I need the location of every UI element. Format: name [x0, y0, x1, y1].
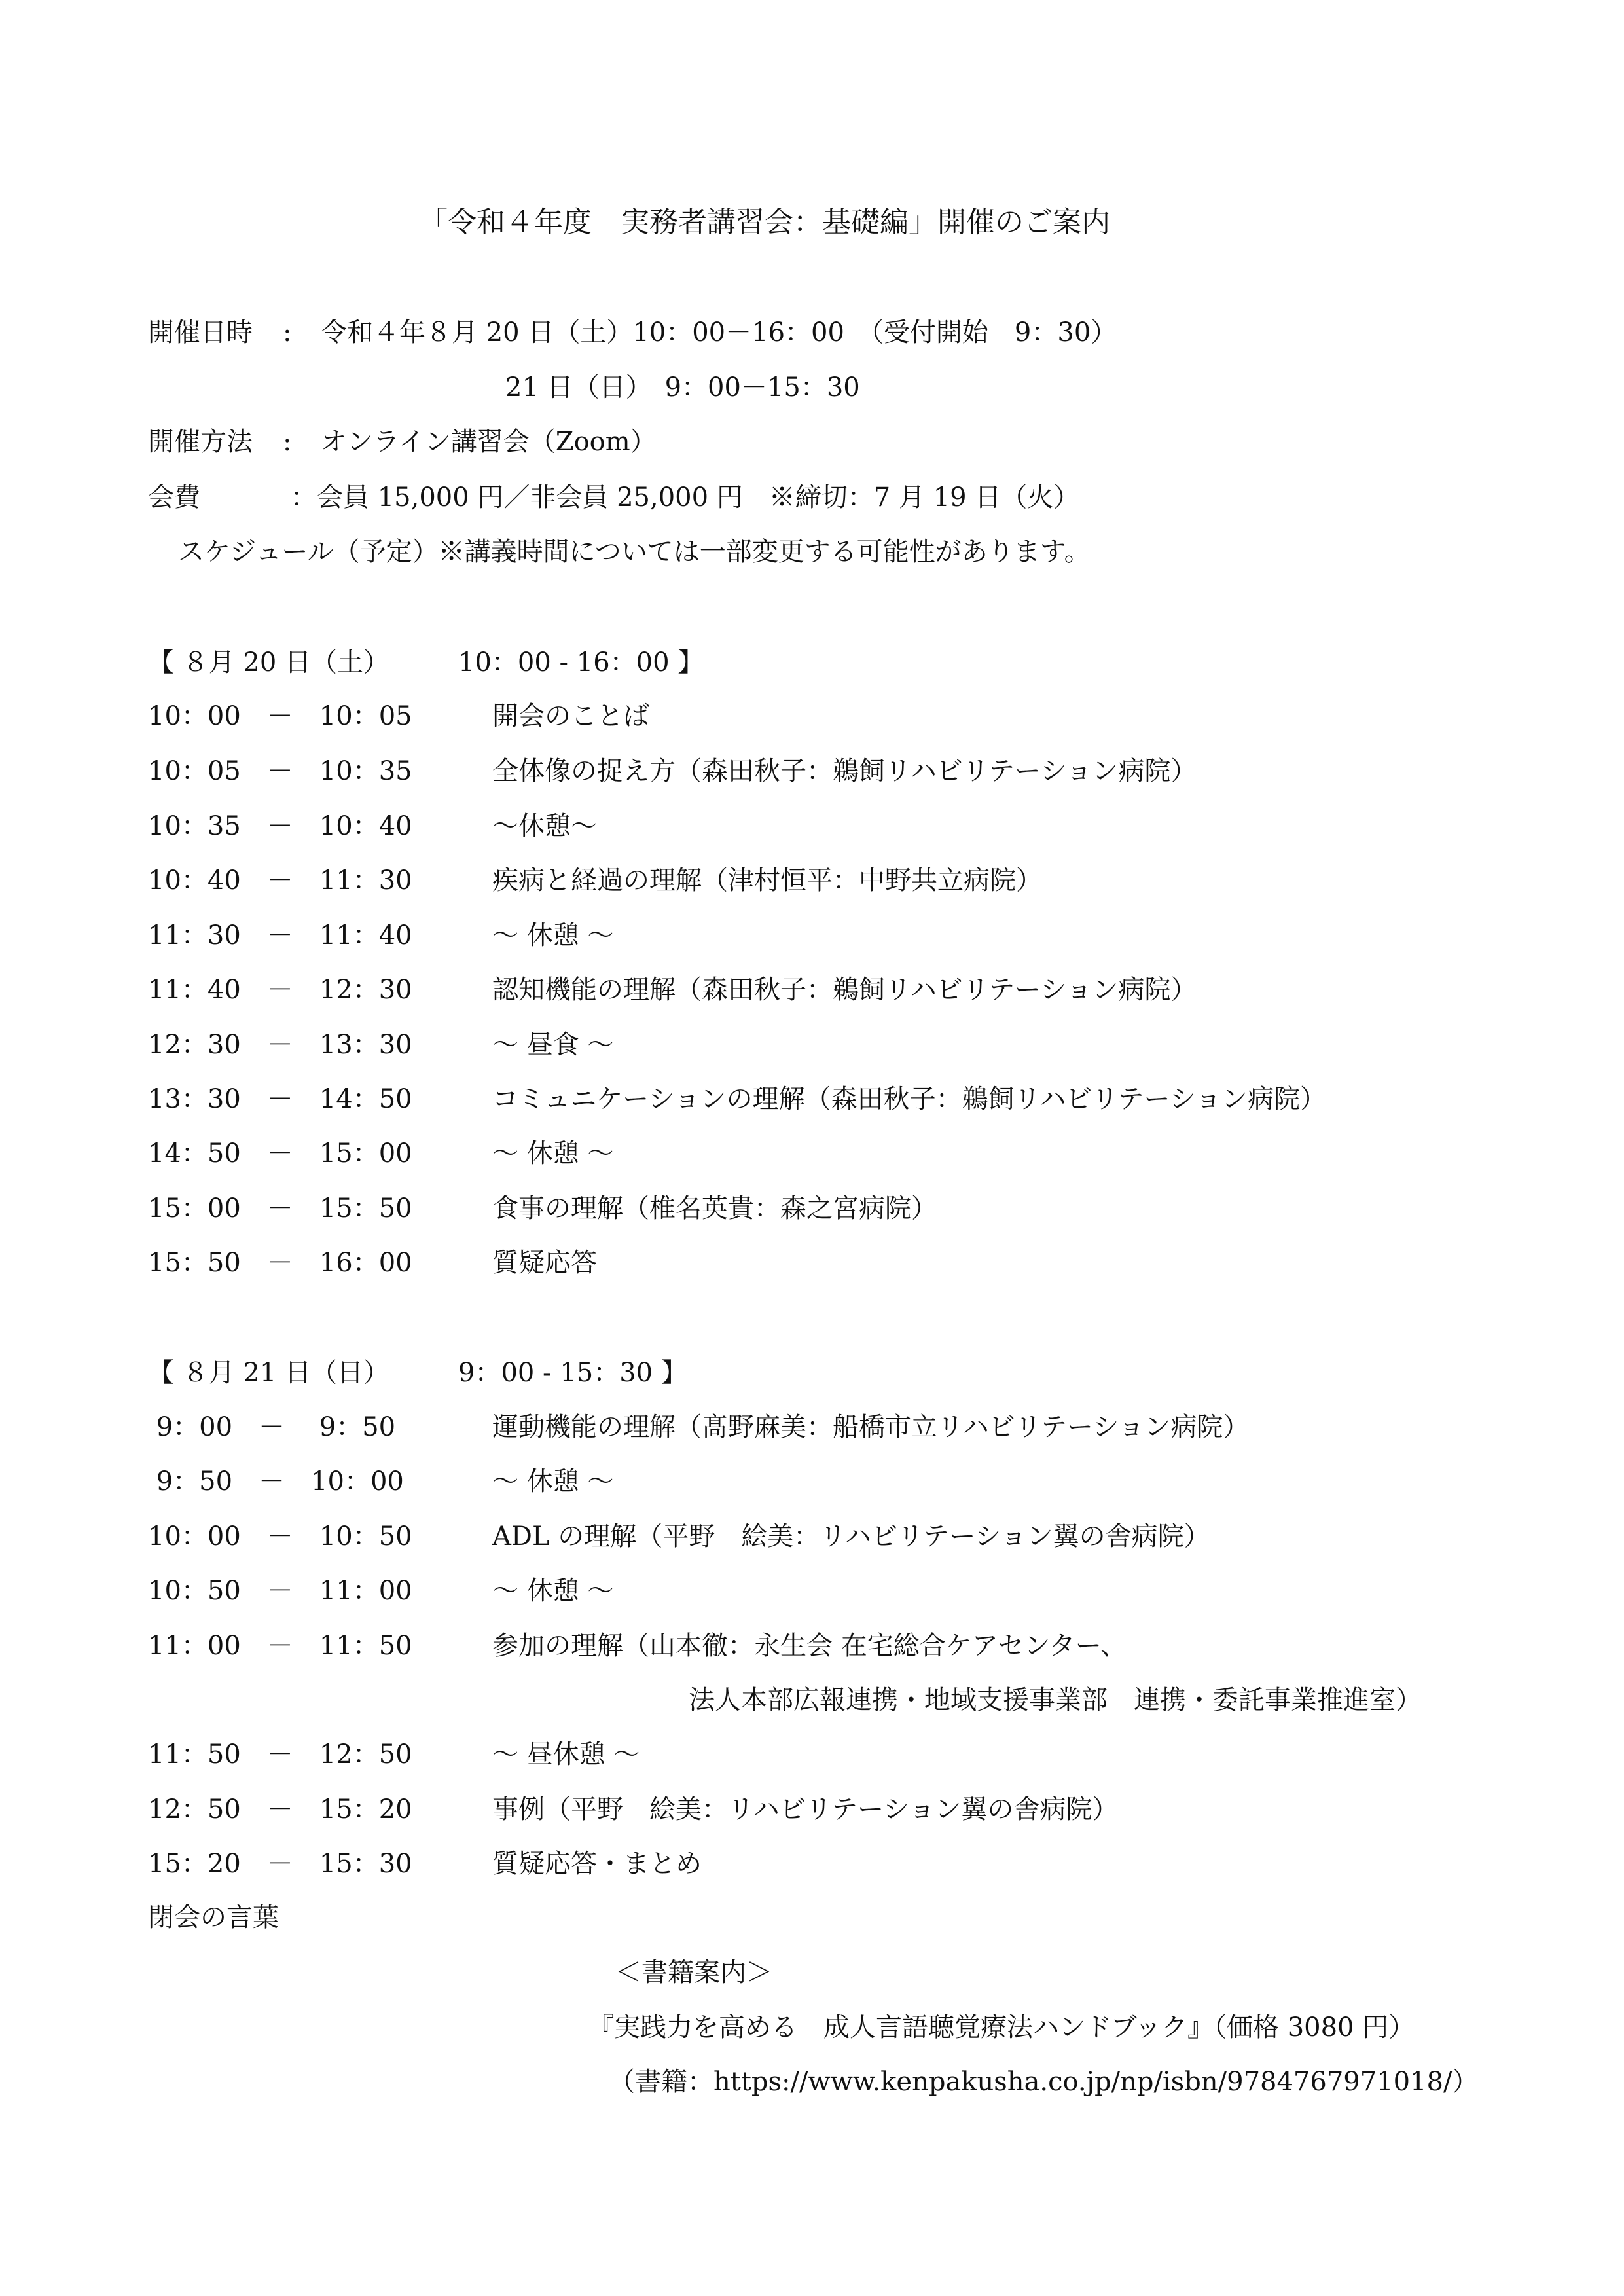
row-item: ～ 休憩 ～ — [492, 1576, 614, 1606]
fee-label: 会費 — [148, 483, 200, 513]
row-time: 12：30 － 13：30 — [148, 1030, 412, 1060]
row-time: 12：50 － 15：20 — [148, 1795, 412, 1825]
row-time: 15：50 － 16：00 — [148, 1248, 412, 1278]
row-time: 11：00 － 11：50 — [148, 1631, 412, 1661]
row-item: ～ 昼休憩 ～ — [492, 1740, 640, 1770]
row-item: 質疑応答 — [492, 1248, 597, 1278]
row-item: 認知機能の理解（森田秋子：鵜飼リハビリテーション病院） — [492, 975, 1197, 1005]
row-time: 11：50 － 12：50 — [148, 1740, 412, 1770]
fee-value: ：会員 15,000 円／非会員 25,000 円 ※締切：7 月 19 日（火） — [291, 483, 1080, 513]
row-item: 食事の理解（椎名英貴：森之宮病院） — [492, 1194, 937, 1224]
row-item: 疾病と経過の理解（津村恒平：中野共立病院） — [492, 866, 1042, 896]
row-time: 9：50 － 10：00 — [148, 1467, 404, 1497]
books-heading: ＜書籍案内＞ — [615, 1958, 772, 1988]
method-value: オンライン講習会（Zoom） — [321, 427, 657, 457]
method-label: 開催方法 — [148, 427, 253, 457]
row-item: ～ 休憩 ～ — [492, 920, 614, 951]
row-time: 15：20 － 15：30 — [148, 1849, 412, 1879]
row-time: 10：05 － 10：35 — [148, 756, 412, 786]
closing-remarks: 閉会の言葉 — [148, 1903, 279, 1933]
day1-header-time: 10：00 - 16：00 】 — [458, 647, 704, 678]
date-separator: : — [283, 318, 292, 348]
date-value-day2: 21 日（日） 9：00－15：30 — [505, 373, 860, 403]
row-item: ～ 休憩 ～ — [492, 1139, 614, 1169]
date-value-day1: 令和４年８月 20 日（土）10：00－16：00 （受付開始 9：30） — [321, 318, 1117, 348]
row-item: ～ 昼食 ～ — [492, 1030, 614, 1060]
row-item: コミュニケーションの理解（森田秋子：鵜飼リハビリテーション病院） — [492, 1084, 1326, 1114]
schedule-note: スケジュール（予定）※講義時間については一部変更する可能性があります。 — [178, 537, 1091, 567]
row-item: 事例（平野 絵美：リハビリテーション翼の舎病院） — [492, 1795, 1119, 1825]
row-item-continued: 法人本部広報連携・地域支援事業部 連携・委託事業推進室） — [689, 1685, 1422, 1715]
row-item: ～ 休憩 ～ — [492, 1467, 614, 1497]
row-time: 10：00 － 10：05 — [148, 701, 412, 731]
book-title: 『実践力を高める 成人言語聴覚療法ハンドブック』（価格 3080 円） — [588, 2013, 1415, 2043]
row-item: 運動機能の理解（髙野麻美：船橋市立リハビリテーション病院） — [492, 1412, 1250, 1442]
page-title: 「令和４年度 実務者講習会：基礎編」開催のご案内 — [419, 206, 1110, 239]
row-time: 11：30 － 11：40 — [148, 920, 412, 951]
row-time: 10：40 － 11：30 — [148, 866, 412, 896]
row-item: 全体像の捉え方（森田秋子：鵜飼リハビリテーション病院） — [492, 756, 1197, 786]
row-item: 参加の理解（山本徹：永生会 在宅総合ケアセンター、 — [492, 1631, 1127, 1661]
row-item: ～休憩～ — [492, 811, 597, 841]
row-time: 14：50 － 15：00 — [148, 1139, 412, 1169]
row-time: 9：00 － 9：50 — [148, 1412, 396, 1442]
row-time: 15：00 － 15：50 — [148, 1194, 412, 1224]
row-item: 質疑応答・まとめ — [492, 1849, 702, 1879]
row-time: 13：30 － 14：50 — [148, 1084, 412, 1114]
row-time: 10：50 － 11：00 — [148, 1576, 412, 1606]
date-label: 開催日時 — [148, 318, 253, 348]
row-time: 10：35 － 10：40 — [148, 811, 412, 841]
day2-header-date: 【 ８月 21 日（日） — [148, 1358, 390, 1388]
row-item: ADL の理解（平野 絵美：リハビリテーション翼の舎病院） — [492, 1522, 1210, 1552]
day1-header-date: 【 ８月 20 日（土） — [148, 647, 390, 678]
book-url[interactable]: （書籍：https://www.kenpakusha.co.jp/np/isbn/9784767971018/） — [609, 2067, 1479, 2097]
row-time: 10：00 － 10：50 — [148, 1522, 412, 1552]
method-separator: : — [283, 427, 292, 457]
day2-header-time: 9：00 - 15：30 】 — [458, 1358, 687, 1388]
row-time: 11：40 － 12：30 — [148, 975, 412, 1005]
row-item: 開会のことば — [492, 701, 649, 731]
